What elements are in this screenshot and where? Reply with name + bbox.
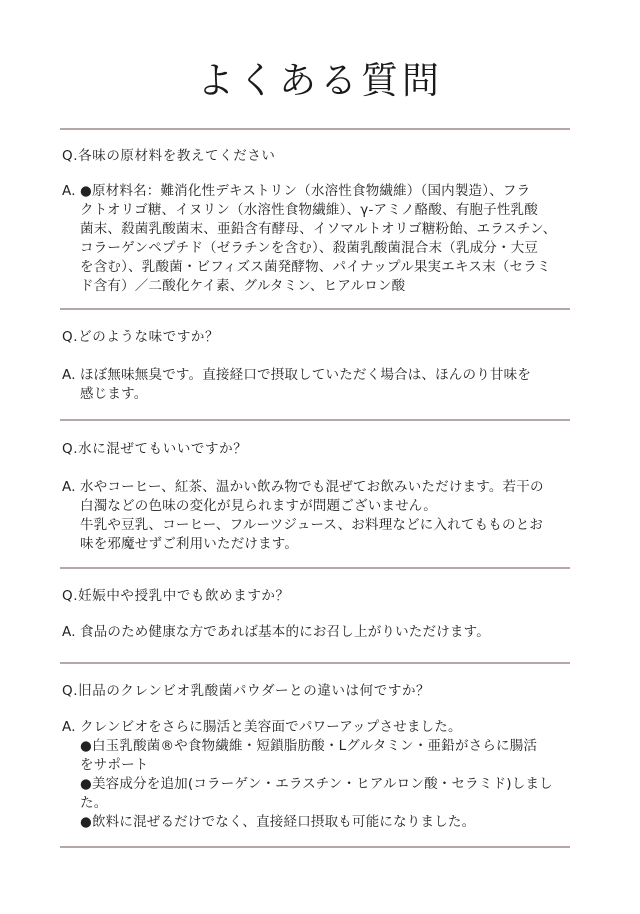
faq-item-ingredients: [62, 147, 572, 294]
answer-prefix: A.: [62, 479, 76, 495]
answer-line: 感じます。: [80, 386, 148, 402]
answer-line: コラーゲンペプチド（ゼラチンを含む）、殺菌乳酸菌混合末（乳成分・大豆: [80, 240, 539, 256]
answer-line: 菌末、殺菌乳酸菌末、亜鉛含有酵母、イソマルトオリゴ糖粉飴、エラスチン、: [80, 221, 557, 237]
faq-answer: [62, 478, 572, 554]
answer-prefix: A.: [62, 183, 76, 199]
divider: [60, 662, 570, 664]
faq-item-old-product: [62, 682, 572, 830]
divider: [60, 567, 570, 569]
faq-answer: [62, 182, 572, 296]
answer-line: 水やコーヒー、紅茶、温かい飲み物でも混ぜてお飲みいただけます。若干の: [80, 479, 544, 495]
bullet-line: ●美容成分を追加(コラーゲン・エラスチン・ヒアルロン酸・セラミド)しまし: [80, 776, 553, 792]
answer-line: 牛乳や豆乳、コーヒー、フルーツジュース、お料理などに入れてもものとお: [80, 517, 544, 533]
bullet-line: ●飲料に混ぜるだけでなく、直接経口摂取も可能になりました。: [80, 814, 476, 830]
answer-prefix: A.: [62, 719, 76, 735]
answer-line: クトオリゴ糖、イヌリン（水溶性食物繊維）、γ-アミノ酪酸、有胞子性乳酸: [80, 202, 538, 218]
faq-question: Q.水に混ぜてもいいですか？: [62, 441, 248, 457]
page-title: よくある質問: [197, 59, 443, 102]
answer-line: クレンビオをさらに腸活と美容面でパワーアップさせました。: [80, 719, 462, 735]
answer-line: 味を邪魔せずご利用いただけます。: [80, 536, 299, 552]
faq-answer: [62, 718, 572, 832]
faq-item-taste: [62, 328, 572, 402]
divider: [60, 308, 570, 310]
divider: [60, 419, 570, 421]
faq-question: Q.旧品のクレンビオ乳酸菌パウダーとの違いは何ですか？: [62, 683, 431, 699]
bullet-line: た。: [80, 795, 108, 811]
faq-item-pregnancy: [62, 587, 572, 640]
answer-prefix: A.: [62, 367, 76, 383]
answer-line: を含む）、乳酸菌・ビフィズス菌発酵物、パイナップル果実エキス末（セラミ: [80, 259, 551, 275]
answer-prefix: A.: [62, 624, 76, 640]
bullet-line: ●白玉乳酸菌®や食物繊維・短鎖脂肪酸・Lグルタミン・亜鉛がさらに腸活: [80, 738, 538, 754]
faq-question: Q.妊娠中や授乳中でも飲めますか？: [62, 588, 290, 604]
faq-question: Q.各味の原材料を教えてください: [62, 148, 276, 164]
faq-answer: [62, 366, 572, 404]
answer-line: ●原材料名：難消化性デキストリン（水溶性食物繊維）（国内製造）、フラ: [80, 183, 531, 199]
divider: [60, 846, 570, 848]
divider: [60, 128, 570, 130]
answer-line: 食品のため健康な方であれば基本的にお召し上がりいただけます。: [80, 624, 490, 640]
bullet-line: をサポート: [80, 757, 149, 773]
answer-line: 白濁などの色味の変化が見られますが問題ございません。: [80, 498, 438, 514]
faq-item-mix-water: [62, 440, 572, 552]
faq-answer: [62, 623, 572, 642]
answer-line: ド含有）／二酸化ケイ素、グルタミン、ヒアルロン酸: [80, 278, 406, 294]
answer-line: ほぼ無味無臭です。直接経口で摂取していただく場合は、ほんのり甘味を: [80, 367, 532, 383]
faq-question: Q.どのような味ですか？: [62, 329, 220, 345]
